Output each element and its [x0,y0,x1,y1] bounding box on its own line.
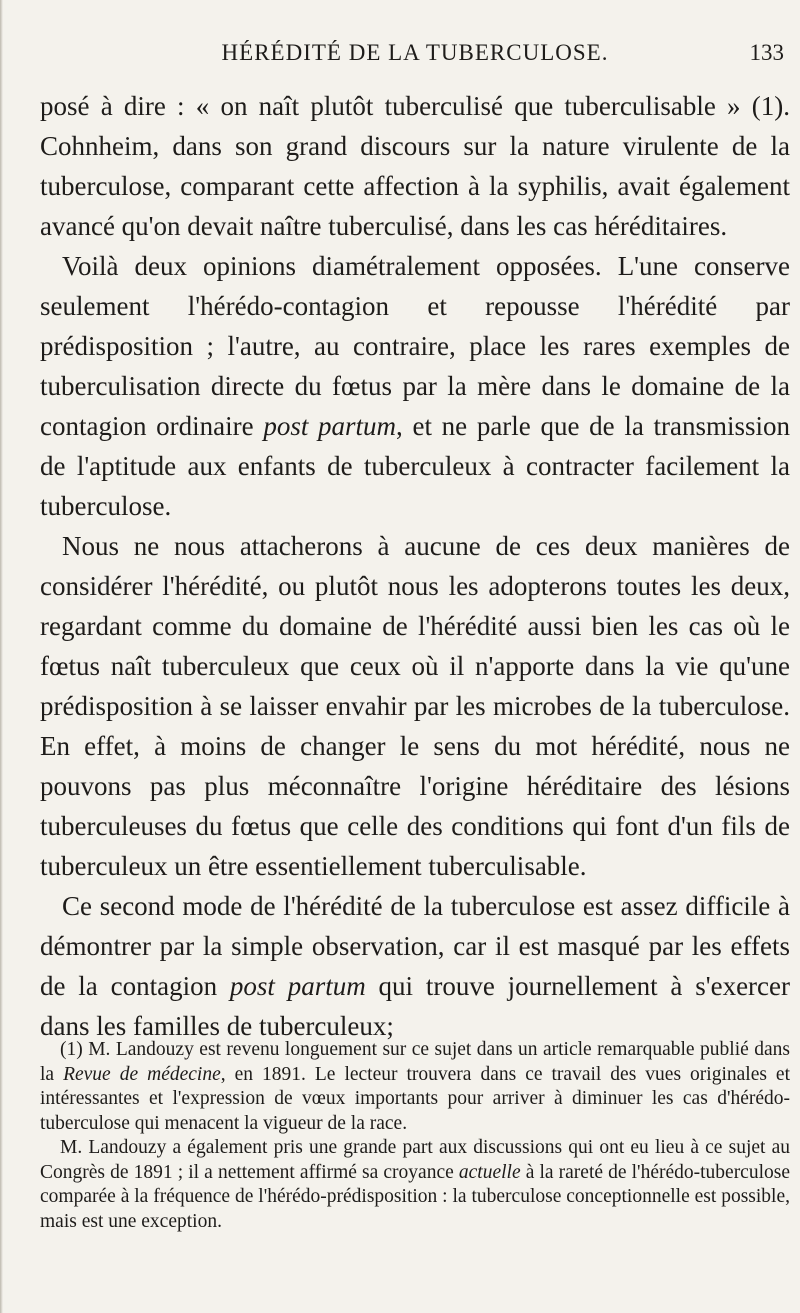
paragraph-4: Ce second mode de l'hérédité de la tuberculose est assez difficile à démontrer par la simple observation, car il est masqué par les effets de la contagion post partum qui trouve journellement à s'exercer dans les familles de tuberculeux; [40,891,790,1041]
latin-phrase: post partum [229,971,366,1001]
running-head-title: HÉRÉDITÉ DE LA TUBERCULOSE. [221,40,609,65]
main-text [40,86,790,1046]
footnote-1: (1) M. Landouzy est revenu longuement sur ce sujet dans un article remarquable publié dans la Revue de médecine, en 1891. Le lecteur trouvera dans ce travail des vues originales et intéressantes et l'expression de vœux importants pour arriver à diminuer les cas d'hérédo-tuberculose qui menacent la vigueur de la race. [40,1039,791,1134]
running-head [40,34,790,74]
footnotes [40,1038,790,1234]
footnote-1-continued: M. Landouzy a également pris une grande part aux discussions qui ont eu lieu à ce sujet au Congrès de 1891 ; il a nettement affirmé sa croyance actuelle à la rareté de l'hérédo-tuberculose comparée à la fréquence de l'hérédo-prédisposition : la tuberculose conceptionnelle est possible, mais est une exception. [40,1137,790,1232]
emphasis-word: actuelle [458,1161,521,1183]
paragraph-3: Nous ne nous attacherons à aucune de ces deux manières de considérer l'hérédité, ou plutôt nous les adopterons toutes les deux, regardant comme du domaine de l'hérédité aussi bien les cas où le fœtus naît tuberculeux que ceux où il n'apporte dans la vie qu'une prédisposition à se laisser envahir par les microbes de la tuberculose. En effet, à moins de changer le sens du mot hérédité, nous ne pouvons pas plus méconnaître l'origine héréditaire des lésions tuberculeuses du fœtus que celle des conditions qui font d'un fils de tuberculeux un être essentiellement tuberculisable. [40,531,790,881]
paragraph-1: posé à dire : « on naît plutôt tuberculisé que tuberculisable » (1). Cohnheim, dans son grand discours sur la nature virulente de la tuberculose, comparant cette affection à la syphilis, avait également avancé qu'on devait naître tuberculisé, dans les cas héréditaires. [40,91,790,241]
page-edge-shadow [0,0,3,1313]
page-number: 133 [749,40,784,65]
paragraph-2: Voilà deux opinions diamétralement opposées. L'une conserve seulement l'hérédo-contagion et repousse l'hérédité par prédisposition ; l'autre, au contraire, place les rares exemples de tuberculisation directe du fœtus par la mère dans le domaine de la contagion ordinaire post partum, et ne parle que de la transmission de l'aptitude aux enfants de tuberculeux à contracter facilement la tuberculose. [40,251,790,521]
journal-title: Revue de médecine [63,1063,221,1085]
latin-phrase: post partum [263,411,397,441]
